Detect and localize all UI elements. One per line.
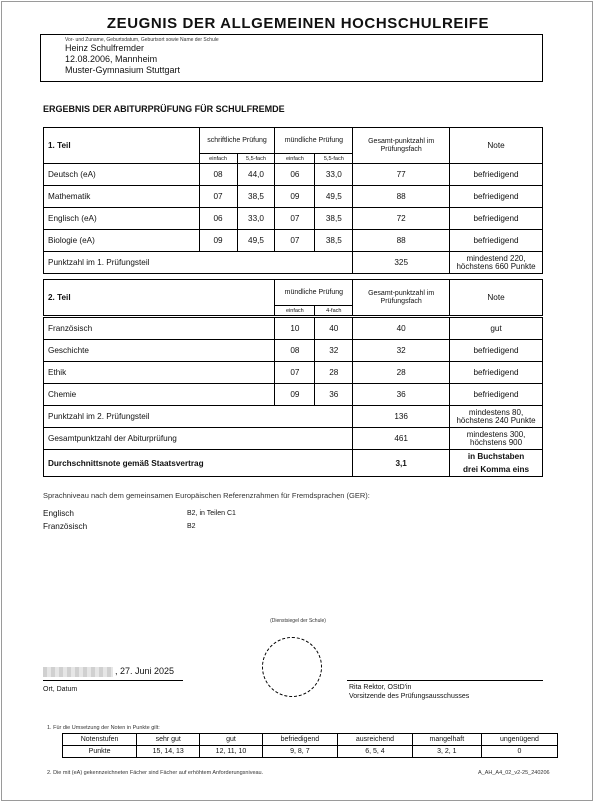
average-words-caption: in Buchstaben	[467, 452, 525, 461]
language-name: Französisch	[43, 522, 88, 531]
footnote-1: 1. Für die Umsetzung der Noten in Punkte gilt:	[47, 725, 160, 731]
signer-name: Rita Rektor, OStD'in	[349, 684, 412, 691]
grade: befriedigend	[450, 164, 543, 186]
oral-weighted: 38,5	[315, 208, 353, 230]
table-row	[44, 186, 543, 208]
scale-grade: sehr gut	[137, 734, 200, 746]
total-points: 28	[353, 362, 450, 384]
sub-einfach: einfach	[275, 306, 315, 316]
header-gesamt: Gesamt-punktzahl im Prüfungsfach	[353, 280, 450, 316]
subject-name: Chemie	[44, 384, 275, 406]
oral-simple: 08	[275, 340, 315, 362]
grade: befriedigend	[450, 384, 543, 406]
grade: befriedigend	[450, 362, 543, 384]
part2-sum-value: 136	[353, 406, 450, 428]
part1-sum-range: mindestend 220, höchstens 660 Punkte	[450, 252, 543, 274]
subject-name: Deutsch (eA)	[44, 164, 200, 186]
section-title: ERGEBNIS DER ABITURPRÜFUNG FÜR SCHULFREMDE	[43, 104, 285, 114]
subject-name: Mathematik	[44, 186, 200, 208]
table-row	[44, 230, 543, 252]
total-range: mindestens 300, höchstens 900	[450, 428, 543, 450]
total-points: 36	[353, 384, 450, 406]
total-points: 77	[353, 164, 450, 186]
sub-5-5-fach: 5,5-fach	[237, 154, 275, 164]
total-points: 40	[353, 318, 450, 340]
subject-name: Ethik	[44, 362, 275, 384]
oral-weighted: 28	[315, 362, 353, 384]
part1-label: 1. Teil	[44, 128, 200, 164]
table-row	[44, 164, 543, 186]
oral-simple: 07	[275, 208, 315, 230]
grade: gut	[450, 318, 543, 340]
oral-weighted: 32	[315, 340, 353, 362]
student-school: Muster-Gymnasium Stuttgart	[65, 65, 181, 75]
written-weighted: 33,0	[237, 208, 275, 230]
language-level: B2, in Teilen C1	[187, 510, 236, 517]
oral-weighted: 36	[315, 384, 353, 406]
header-muendlich: mündliche Prüfung	[275, 280, 353, 306]
oral-weighted: 49,5	[315, 186, 353, 208]
total-label: Gesamtpunktzahl der Abiturprüfung	[44, 428, 353, 450]
signature-date: , 27. Juni 2025	[115, 666, 175, 676]
scale-points: 6, 5, 4	[338, 746, 413, 758]
oral-simple: 07	[275, 230, 315, 252]
footnote-2: 2. Die mit (eA) gekennzeichneten Fächer sind Fächer auf erhöhtem Anforderungsniveau.	[47, 770, 264, 776]
table-row	[44, 384, 543, 406]
student-birth: 12.08.2006, Mannheim	[65, 54, 158, 64]
total-points: 72	[353, 208, 450, 230]
scale-grade: ausreichend	[338, 734, 413, 746]
written-simple: 06	[199, 208, 237, 230]
total-points: 32	[353, 340, 450, 362]
scale-points: 15, 14, 13	[137, 746, 200, 758]
written-weighted: 44,0	[237, 164, 275, 186]
scale-grade: gut	[200, 734, 262, 746]
student-info-box	[40, 34, 543, 82]
scale-header: Notenstufen	[63, 734, 137, 746]
sub-einfach: einfach	[275, 154, 315, 164]
average-in-words	[450, 450, 543, 477]
oral-simple: 09	[275, 384, 315, 406]
written-simple: 08	[199, 164, 237, 186]
header-note: Note	[450, 280, 543, 316]
scale-grade: befriedigend	[262, 734, 337, 746]
scale-grade: ungenügend	[481, 734, 557, 746]
header-note: Note	[450, 128, 543, 164]
header-gesamt: Gesamt-punktzahl im Prüfungsfach	[353, 128, 450, 164]
table-row	[44, 340, 543, 362]
signature-line	[347, 680, 543, 681]
grade: befriedigend	[450, 340, 543, 362]
oral-simple: 09	[275, 186, 315, 208]
table-row	[44, 318, 543, 340]
part1-sum-row	[44, 252, 543, 274]
language-level: B2	[187, 523, 196, 530]
total-value: 461	[353, 428, 450, 450]
header-schriftlich: schriftliche Prüfung	[199, 128, 275, 154]
sub-5-5-fach: 5,5-fach	[315, 154, 353, 164]
oral-simple: 06	[275, 164, 315, 186]
part1-sum-value: 325	[353, 252, 450, 274]
oral-weighted: 33,0	[315, 164, 353, 186]
grade: befriedigend	[450, 186, 543, 208]
document-title: ZEUGNIS DER ALLGEMEINEN HOCHSCHULREIFE	[106, 15, 490, 32]
language-name: Englisch	[43, 509, 74, 518]
ger-caption: Sprachniveau nach dem gemeinsamen Europäischen Referenzrahmen für Fremdsprachen (GER):	[43, 491, 370, 500]
scale-points: 12, 11, 10	[200, 746, 262, 758]
student-info-lines	[65, 43, 180, 76]
subject-name: Biologie (eA)	[44, 230, 200, 252]
header-muendlich: mündliche Prüfung	[275, 128, 353, 154]
average-value: 3,1	[353, 450, 450, 477]
scale-grade: mangelhaft	[412, 734, 481, 746]
place-date-label: Ort, Datum	[43, 686, 78, 693]
oral-weighted: 38,5	[315, 230, 353, 252]
student-info-caption: Vor- und Zuname, Geburtsdatum, Geburtsort sowie Name der Schule	[65, 37, 219, 43]
total-points: 88	[353, 230, 450, 252]
part2-sum-label: Punktzahl im 2. Prüfungsteil	[44, 406, 353, 428]
grade: befriedigend	[450, 208, 543, 230]
student-name: Heinz Schulfremder	[65, 43, 145, 53]
total-points: 88	[353, 186, 450, 208]
average-row	[44, 450, 543, 477]
total-row	[44, 428, 543, 450]
average-words: drei Komma eins	[463, 465, 530, 474]
oral-simple: 07	[275, 362, 315, 384]
average-label: Durchschnittsnote gemäß Staatsvertrag	[44, 450, 353, 477]
exam-results-part2-table	[43, 279, 543, 477]
written-weighted: 38,5	[237, 186, 275, 208]
written-weighted: 49,5	[237, 230, 275, 252]
sub-4-fach: 4-fach	[315, 306, 353, 316]
part2-label: 2. Teil	[44, 280, 275, 316]
scale-points: 9, 8, 7	[262, 746, 337, 758]
scale-row-label: Punkte	[63, 746, 137, 758]
subject-name: Englisch (eA)	[44, 208, 200, 230]
part1-sum-label: Punktzahl im 1. Prüfungsteil	[44, 252, 353, 274]
scale-points: 0	[481, 746, 557, 758]
subject-name: Geschichte	[44, 340, 275, 362]
grade-scale-table	[62, 733, 558, 758]
redacted-place	[43, 667, 113, 677]
exam-results-part1-table	[43, 127, 543, 274]
scale-points: 3, 2, 1	[412, 746, 481, 758]
form-code: A_AH_A4_02_v2-25_240206	[478, 770, 550, 776]
grade: befriedigend	[450, 230, 543, 252]
school-seal	[262, 637, 322, 697]
signer-role: Vorsitzende des Prüfungsausschusses	[349, 693, 470, 700]
date-line	[43, 680, 183, 681]
table-row	[44, 208, 543, 230]
subject-name: Französisch	[44, 318, 275, 340]
written-simple: 09	[199, 230, 237, 252]
part2-sum-range: mindestens 80, höchstens 240 Punkte	[450, 406, 543, 428]
seal-caption: (Dienstsiegel der Schule)	[270, 618, 326, 624]
written-simple: 07	[199, 186, 237, 208]
sub-einfach: einfach	[199, 154, 237, 164]
oral-weighted: 40	[315, 318, 353, 340]
oral-simple: 10	[275, 318, 315, 340]
table-row	[44, 362, 543, 384]
part2-sum-row	[44, 406, 543, 428]
